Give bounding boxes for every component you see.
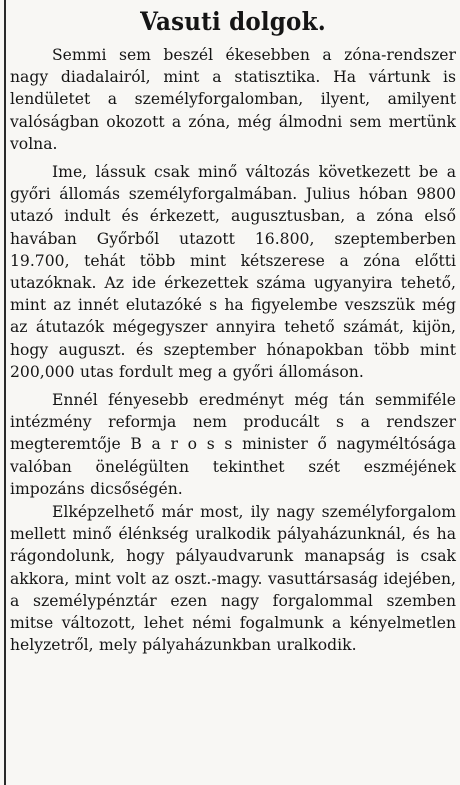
column-rule	[4, 0, 6, 785]
paragraph-2: Ime, lássuk csak minő változás következett be a győri állomás személyforgalmában. Julius hóban 9800 utazó indult és érkezett, augusztusban, a zóna első havában Győrből utazott 16.800, szeptemberben 19.700, tehát több mint kétszerese a zóna előtti utazóknak. Az ide érkezettek száma ugyanyira tehető, mint az innét elutazóké s ha figyelembe veszszük még az átutazók mégegyszer annyira tehető számát, kijön, hogy auguszt. és szeptember hónapokban több mint 200,000 utas fordult meg a győri állomáson.	[10, 163, 456, 381]
paragraph-3: Ennél fényesebb eredményt még tán semmiféle intézmény reformja nem producált s a rendszer megteremtője B a r o s s minister ő nagyméltósága valóban önelégülten tekinthet szét eszméjének impozáns dicsőségén.	[10, 391, 456, 498]
paragraph-4: Elképzelhető már most, ily nagy személyforgalom mellett minő élénkség uralkodik pályaházunknál, és ha rágondolunk, hogy pályaudvarunk manapság is csak akkora, mint volt az oszt.-magy. vasuttársaság idejében, a személypénztár ezen nagy forgalommal szemben mitse változott, lehet némi fogalmunk a kényelmetlen helyzetről, mely pályaházunkban uralkodik.	[10, 503, 456, 655]
article	[10, 0, 456, 785]
paragraph-1: Semmi sem beszél ékesebben a zóna-rendszer nagy diadalairól, mint a statisztika. Ha vártunk is lendületet a személyforgalomban, ilyent, amilyent valóságban okozott a zóna, még álmodni sem mertünk volna.	[10, 46, 456, 153]
article-title: Vasuti dolgok.	[140, 7, 326, 36]
